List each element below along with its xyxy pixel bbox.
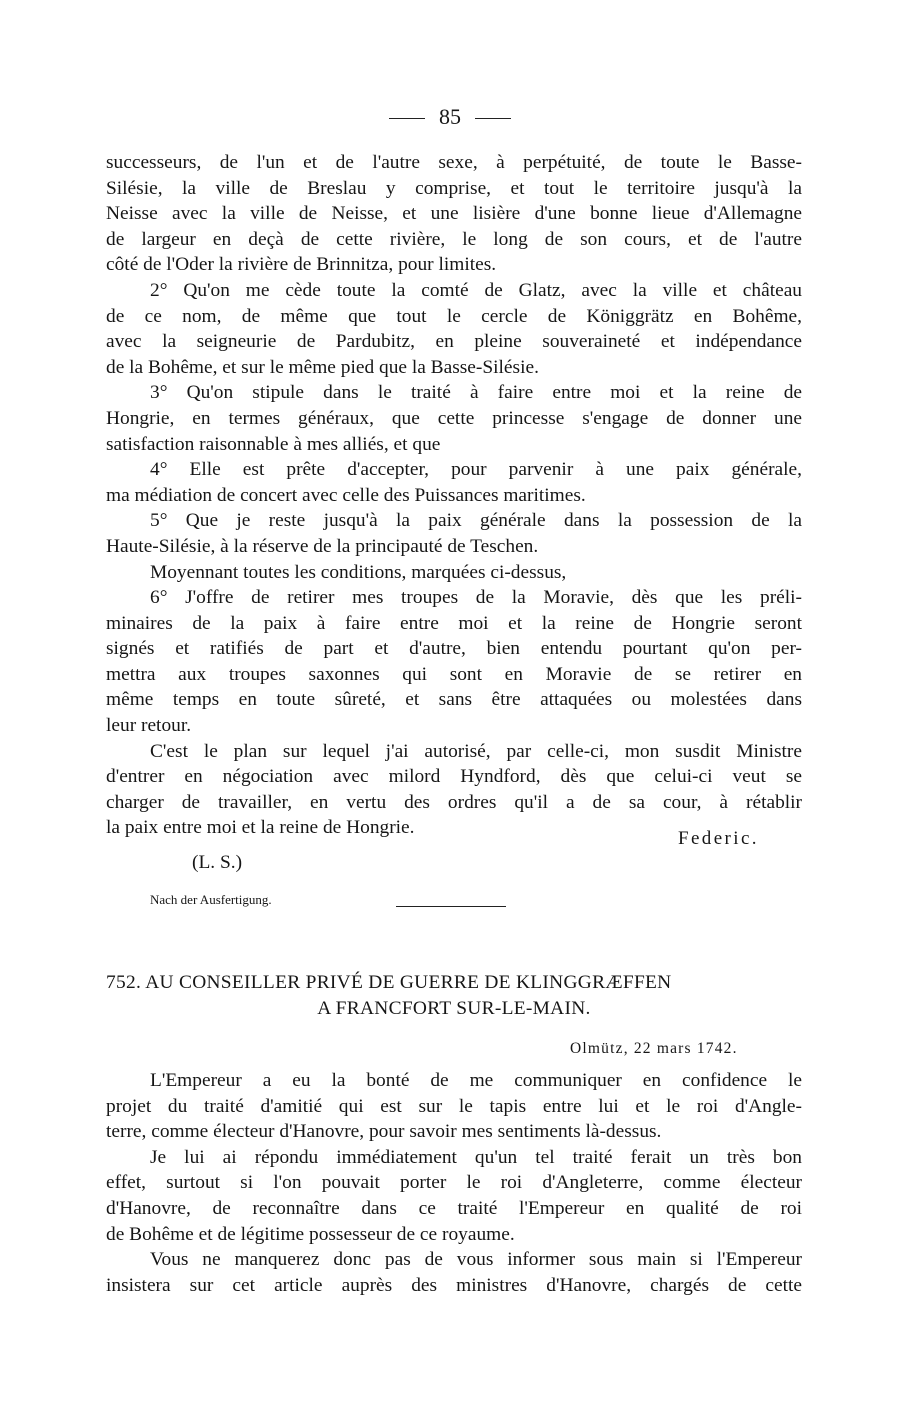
signature: Federic.	[678, 828, 759, 849]
seal-mark: (L. S.)	[192, 852, 243, 873]
text-line: ma médiation de concert avec celle des Puissances maritimes.	[106, 484, 586, 506]
section-divider	[396, 906, 506, 907]
text-line: signés et ratifiés de part et d'autre, bien entendu pourtant qu'on per-	[106, 638, 802, 660]
text-line: Hongrie, en termes généraux, que cette princesse s'engage de donner une	[106, 407, 802, 429]
text-line: satisfaction raisonnable à mes alliés, et que	[106, 433, 441, 455]
text-line: charger de travailler, en vertu des ordres qu'il a de sa cour, à rétablir	[106, 791, 802, 813]
text-line: leur retour.	[106, 715, 192, 737]
source-note: Nach der Ausfertigung.	[150, 892, 272, 907]
text-line: 6° J'offre de retirer mes troupes de la Moravie, dès que les préli-	[150, 587, 802, 609]
text-line: Neisse avec la ville de Neisse, et une lisière d'une bonne lieue d'Allemagne	[106, 203, 802, 225]
text-line: d'entrer en négociation avec milord Hyndford, dès que celui-ci veut se	[106, 766, 802, 788]
text-line: Moyennant toutes les conditions, marquées ci-dessus,	[150, 561, 567, 583]
text-line: côté de l'Oder la rivière de Brinnitza, pour limites.	[106, 254, 497, 276]
text-line: de ce nom, de même que tout le cercle de Königgrätz en Bohême,	[106, 305, 802, 327]
text-line: d'Hanovre, de reconnaître dans ce traité l'Empereur en qualité de roi	[106, 1197, 802, 1219]
text-line: projet du traité d'amitié qui est sur le tapis entre lui et le roi d'Angle-	[106, 1095, 802, 1117]
dateline: Olmütz, 22 mars 1742.	[570, 1040, 738, 1057]
page-number: 85	[439, 104, 461, 129]
text-line: de largeur en deçà de cette rivière, le long de son cours, et de l'autre	[106, 228, 802, 250]
text-line: Je lui ai répondu immédiatement qu'un tel traité ferait un très bon	[150, 1146, 802, 1168]
text-line: L'Empereur a eu la bonté de me communiquer en confidence le	[150, 1070, 802, 1091]
text-line: même temps en toute sûreté, et sans être attaquées ou molestées dans	[106, 689, 802, 711]
page-number-header	[0, 104, 900, 130]
text-line: Vous ne manquerez donc pas de vous informer sous main si l'Empereur	[150, 1249, 802, 1271]
dash-left	[389, 118, 425, 119]
text-line: la paix entre moi et la reine de Hongrie.	[106, 817, 415, 839]
text-line: Haute-Silésie, à la réserve de la principauté de Teschen.	[106, 535, 539, 557]
text-line: Silésie, la ville de Breslau y comprise, et tout le territoire jusqu'à la	[106, 177, 802, 199]
text-line: effet, surtout si l'on pouvait porter le roi d'Angleterre, comme électeur	[106, 1172, 802, 1194]
text-line: de Bohême et de légitime possesseur de ce royaume.	[106, 1223, 515, 1245]
text-line: mettra aux troupes saxonnes qui sont en Moravie de se retirer en	[106, 663, 802, 685]
text-line: successeurs, de l'un et de l'autre sexe, à perpétuité, de toute le Basse-	[106, 152, 802, 173]
text-line: 3° Qu'on stipule dans le traité à faire entre moi et la reine de	[150, 382, 802, 404]
text-line: C'est le plan sur lequel j'ai autorisé, par celle-ci, mon susdit Ministre	[150, 740, 802, 762]
text-line: de la Bohême, et sur le même pied que la Basse-Silésie.	[106, 356, 539, 378]
text-line: terre, comme électeur d'Hanovre, pour savoir mes sentiments là-dessus.	[106, 1121, 662, 1143]
letter-body	[106, 150, 802, 841]
text-line: avec la seigneurie de Pardubitz, en pleine souveraineté et indépendance	[106, 331, 802, 353]
letter-heading-line-1: 752. AU CONSEILLER PRIVÉ DE GUERRE DE KLINGGRÆFFEN	[106, 972, 672, 993]
text-line: 5° Que je reste jusqu'à la paix générale dans la possession de la	[150, 510, 802, 532]
text-line: 2° Qu'on me cède toute la comté de Glatz, avec la ville et château	[150, 279, 802, 301]
letter-body-2	[106, 1068, 802, 1298]
letter-heading-line-2: A FRANCFORT SUR-LE-MAIN.	[317, 998, 591, 1019]
text-line: 4° Elle est prête d'accepter, pour parvenir à une paix générale,	[150, 459, 802, 481]
dash-right	[475, 118, 511, 119]
text-line: minaires de la paix à faire entre moi et la reine de Hongrie seront	[106, 612, 802, 634]
text-line: insistera sur cet article auprès des ministres d'Hanovre, chargés de cette	[106, 1274, 802, 1296]
